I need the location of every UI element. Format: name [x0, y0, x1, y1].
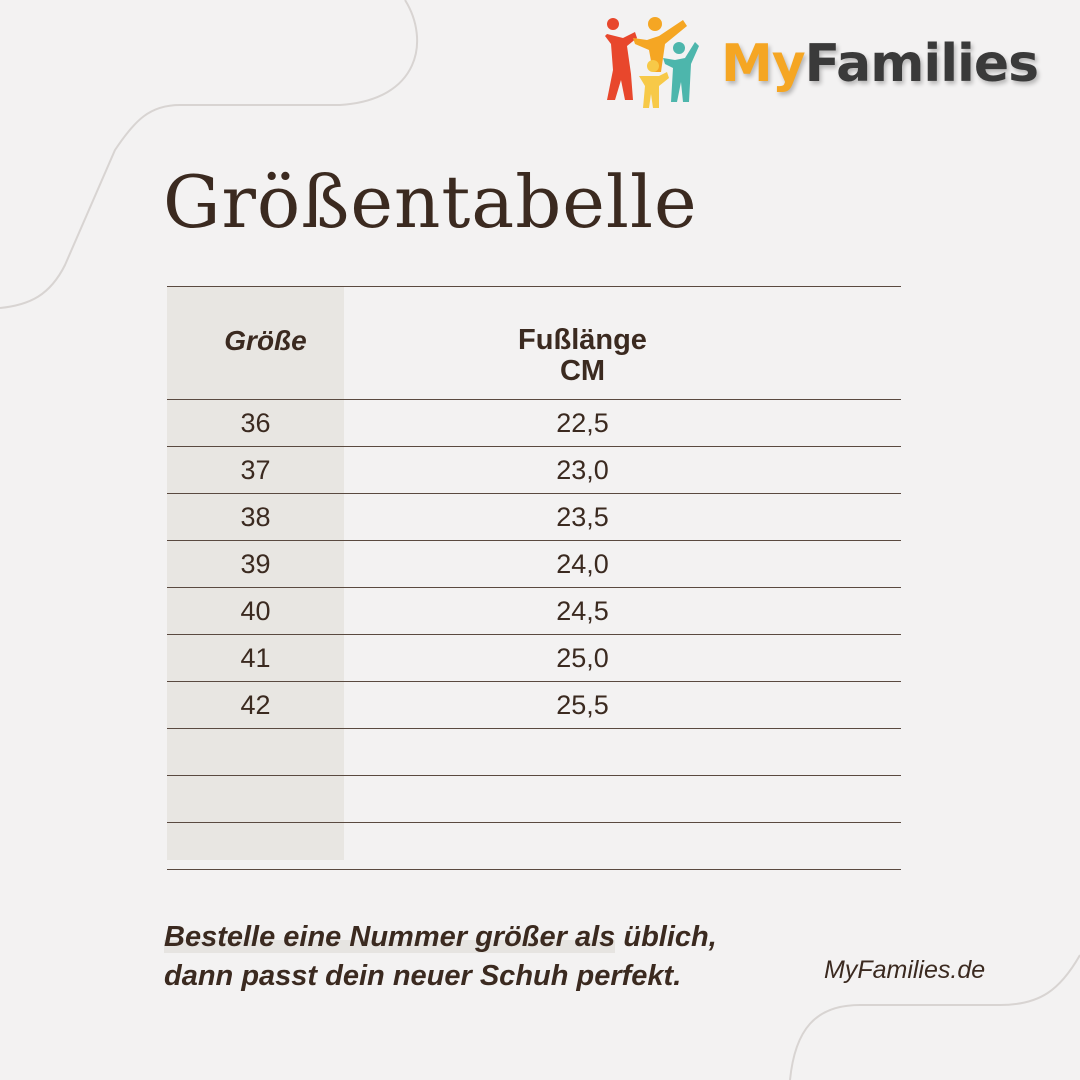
- website-label: MyFamilies.de: [824, 956, 986, 984]
- header-size: Größe: [224, 325, 307, 356]
- length-cell: 25,0: [556, 642, 609, 673]
- sizing-note-line1: [164, 918, 717, 957]
- table-row: [167, 447, 901, 494]
- length-cell: 25,5: [556, 689, 609, 720]
- length-cell: 23,5: [556, 501, 609, 532]
- table-row: [167, 682, 901, 729]
- size-cell: 41: [240, 642, 271, 673]
- length-cell: 24,0: [556, 548, 609, 579]
- table-row: [167, 588, 901, 635]
- family-icon: [603, 14, 703, 114]
- size-cell: 36: [240, 407, 271, 438]
- table-row-empty: [167, 823, 901, 870]
- size-cell: 42: [240, 689, 271, 720]
- size-cell: 37: [240, 454, 271, 485]
- size-table: [167, 286, 901, 870]
- brand-name: [721, 34, 1038, 94]
- header-length-label: Fußlänge: [518, 324, 647, 356]
- size-cell: 39: [240, 548, 271, 579]
- length-cell: 22,5: [556, 407, 609, 438]
- length-cell: 24,5: [556, 595, 609, 626]
- brand-name-my: My: [721, 34, 805, 94]
- brand-logo: [603, 14, 1039, 114]
- header-length-unit: CM: [559, 355, 606, 387]
- table-row: [167, 541, 901, 588]
- brand-name-families: Families: [804, 34, 1039, 94]
- table-row: [167, 635, 901, 682]
- sizing-note: [164, 918, 717, 996]
- table-row-empty: [167, 729, 901, 776]
- table-row-empty: [167, 776, 901, 823]
- sizing-note-line1-rest: üblich,: [615, 921, 717, 953]
- length-cell: 23,0: [556, 454, 609, 485]
- sizing-note-highlight: Bestelle eine Nummer größer als: [164, 921, 616, 953]
- size-cell: 40: [240, 595, 271, 626]
- table-header-row: [167, 286, 901, 400]
- page-title: Größentabelle: [163, 160, 698, 244]
- size-cell: 38: [240, 501, 271, 532]
- header-length: [354, 287, 901, 387]
- table-row: [167, 494, 901, 541]
- table-row: [167, 400, 901, 447]
- sizing-note-line2: dann passt dein neuer Schuh perfekt.: [164, 960, 682, 992]
